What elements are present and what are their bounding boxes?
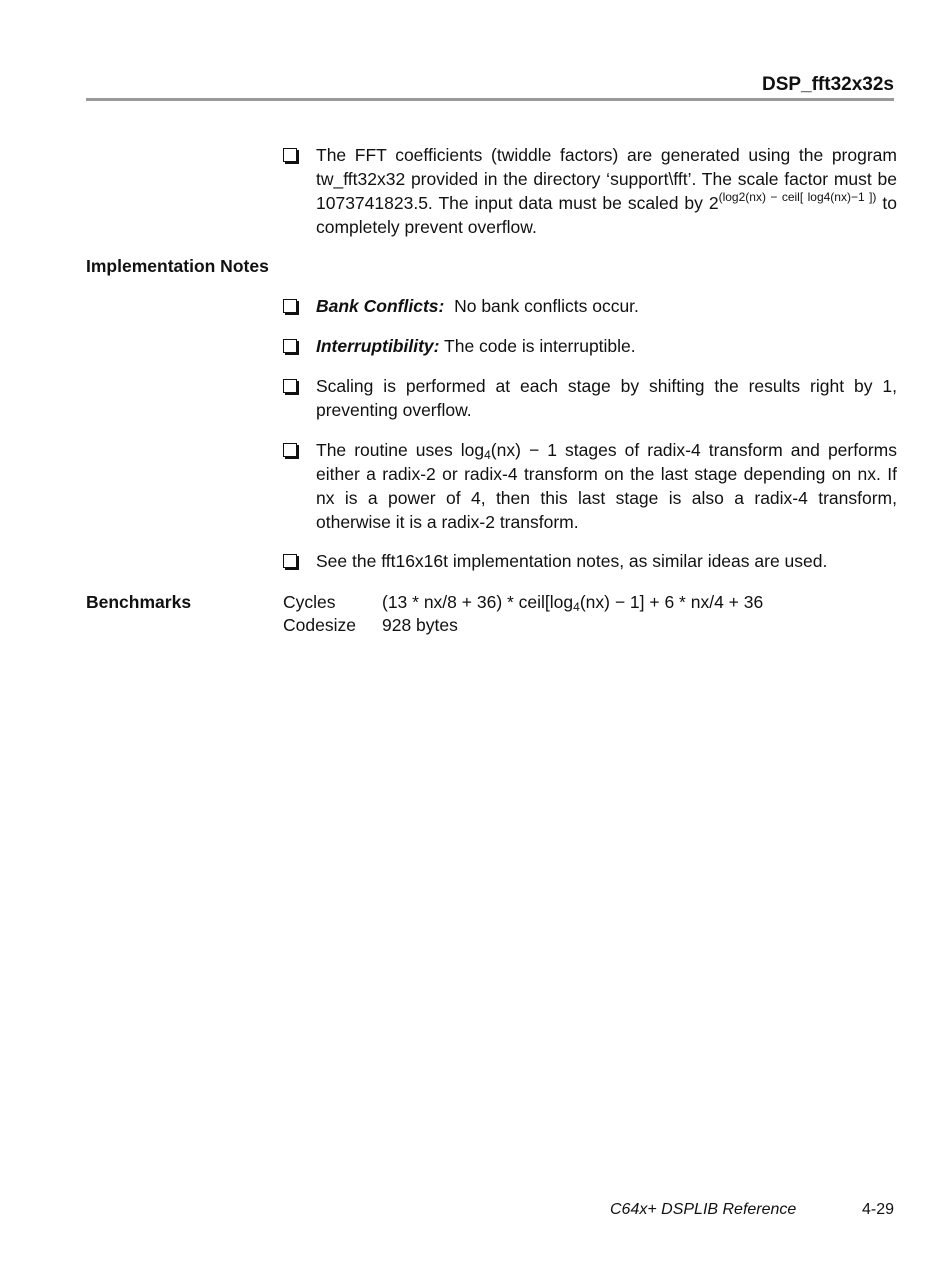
benchmark-cycles-row <box>283 590 763 614</box>
bullet-text: Interruptibility: The code is interruptible. <box>316 336 636 356</box>
scaling-exponent: (log2(nx) − ceil[ log4(nx)−1 ]) <box>718 190 877 204</box>
bullet-text: Scaling is performed at each stage by shifting the results right by 1, preventing overflow. <box>316 376 897 420</box>
cycles-value: $(13 * nx/8 + 36) * ceil[\log_4(nx) - 1] + 6 * nx/4 + 36$ <box>382 592 764 614</box>
page-header-title: DSP_fft32x32s <box>761 74 894 95</box>
footer-document-title: C64x+ DSPLIB Reference <box>610 1201 797 1218</box>
bullet-text: The FFT coefficients (twiddle factors) are generated using the program tw_fft32x32 provided in the directory ‘support\fft’. The scale factor must be 1073741823.5. The input data must be scaled by $2^{(log2(nx) - ceil[ log4(nx)-1 ])}$ to completely prevent overflow. <box>316 145 898 237</box>
bullet-text: The routine uses $\log_4(nx) - 1$ stages of radix-4 transform and performs either a radix-2 or radix-4 transform on the last stage depending on nx. If nx is a power of 4, then this last stage is also a radix-4 transform, otherwise it is a radix-2 transform. <box>316 440 897 532</box>
bullet-box-icon <box>283 554 297 568</box>
bullet-text: See the fft16x16t implementation notes, as similar ideas are used. <box>316 551 828 571</box>
bullet-interruptibility <box>283 334 897 358</box>
benchmark-codesize-row <box>283 613 458 637</box>
bullet-fft-coefficients <box>283 143 897 239</box>
implementation-notes-label: Implementation Notes <box>86 256 269 276</box>
footer-page-number: 4-29 <box>861 1201 894 1218</box>
bullet-text: Bank Conflicts: No bank conflicts occur. <box>316 296 639 316</box>
bullet-box-icon <box>283 148 297 162</box>
bullet-box-icon <box>283 443 297 457</box>
bullet-see-fft16x16t <box>283 549 897 573</box>
bullet-routine-stages <box>283 438 897 534</box>
bullet-scaling <box>283 374 897 422</box>
header-rule <box>86 98 894 101</box>
bullet-box-icon <box>283 299 297 313</box>
bullet-box-icon <box>283 379 297 393</box>
bullet-box-icon <box>283 339 297 353</box>
codesize-key: Codesize <box>283 615 356 635</box>
benchmarks-label: Benchmarks <box>86 592 192 612</box>
codesize-value: 928 bytes <box>382 615 458 635</box>
cycles-key: Cycles <box>283 592 336 612</box>
bullet-bank-conflicts <box>283 294 897 318</box>
